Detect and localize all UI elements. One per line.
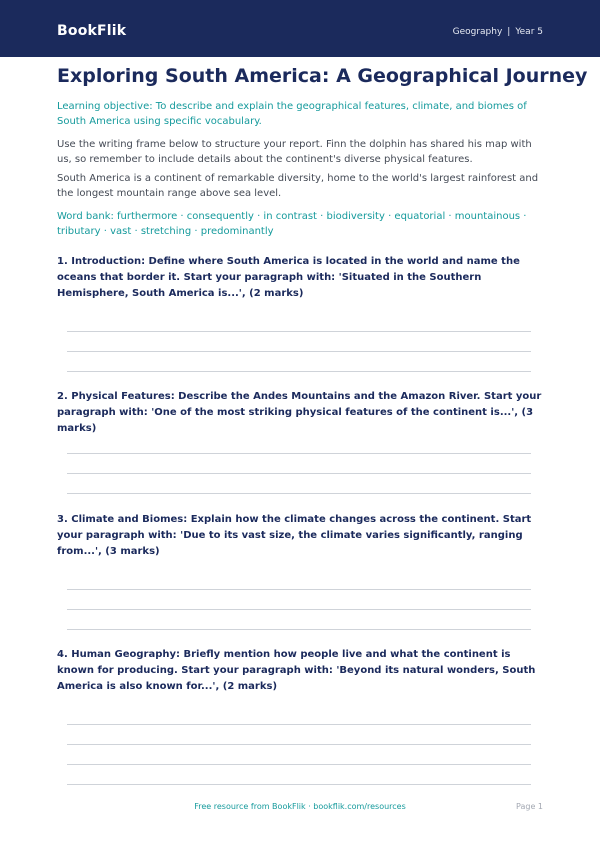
brand-logo-text: BookFlik (57, 23, 127, 39)
writing-line[interactable] (67, 784, 531, 785)
writing-line[interactable] (67, 493, 531, 494)
question-4: 4. Human Geography: Briefly mention how people live and what the continent is known for producing. Start your paragraph with: 'Beyond its natural wonders, South America is also known for...', (2 marks) (57, 649, 536, 692)
writing-line[interactable] (67, 331, 531, 332)
subject-year-label (453, 27, 543, 37)
writing-line[interactable] (67, 629, 531, 630)
page-header (0, 0, 600, 57)
question-1: 1. Introduction: Define where South America is located in the world and name the oceans that border it. Start your paragraph with: 'Situated in the Southern Hemisphere, South America is...', (2 marks) (57, 256, 520, 299)
footer-resource-link[interactable]: Free resource from BookFlik · bookflik.com/resources (194, 802, 406, 811)
writing-line[interactable] (67, 453, 531, 454)
question-2: 2. Physical Features: Describe the Andes Mountains and the Amazon River. Start your paragraph with: 'One of the most striking physical features of the continent is...', (3 marks) (57, 391, 542, 434)
page-number: Page 1 (516, 802, 543, 811)
subject-label: Geography (452, 27, 503, 37)
writing-line[interactable] (67, 764, 531, 765)
question-3: 3. Climate and Biomes: Explain how the climate changes across the continent. Start your paragraph with: 'Due to its vast size, the climate varies significantly, ranging from...', (3 marks) (57, 514, 532, 557)
writing-line[interactable] (67, 371, 531, 372)
writing-line[interactable] (67, 744, 531, 745)
writing-line[interactable] (67, 351, 531, 352)
writing-line[interactable] (67, 589, 531, 590)
writing-line[interactable] (67, 724, 531, 725)
word-bank: Word bank: furthermore · consequently · in contrast · biodiversity · equatorial · mountainous · tributary · vast · stretching · predominantly (57, 211, 527, 237)
year-label: Year 5 (515, 27, 543, 37)
page-title: Exploring South America: A Geographical Journey (57, 65, 588, 87)
learning-objective: Learning objective: To describe and explain the geographical features, climate, and biomes of South America using specific vocabulary. (57, 101, 527, 127)
writing-line[interactable] (67, 473, 531, 474)
instruction-text: Use the writing frame below to structure your report. Finn the dolphin has shared his map with us, so remember to include details about the continent's diverse physical features. (57, 139, 532, 165)
writing-line[interactable] (67, 609, 531, 610)
meta-separator: | (507, 27, 511, 37)
intro-text: South America is a continent of remarkable diversity, home to the world's largest rainforest and the longest mountain range above sea level. (57, 173, 539, 199)
